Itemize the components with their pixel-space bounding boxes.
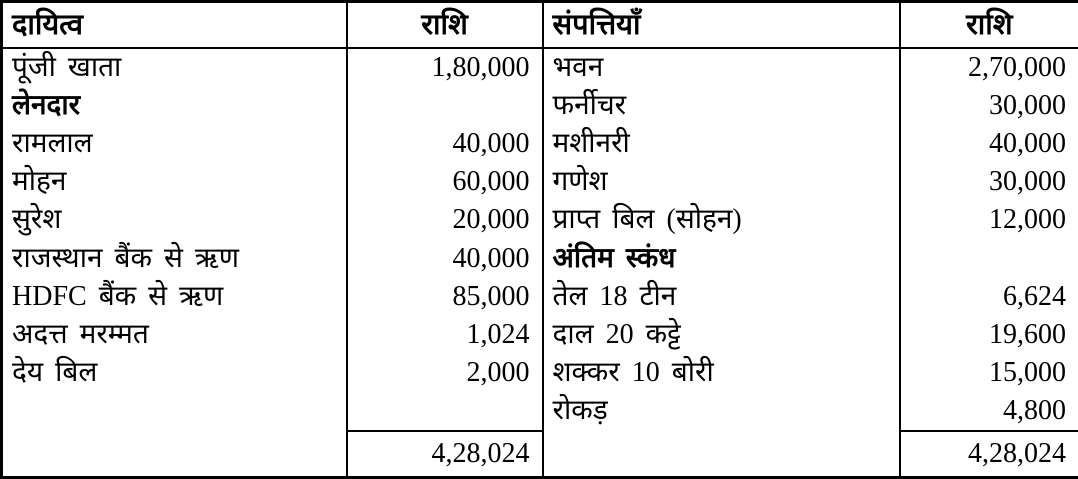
asset-name-cell: भवन xyxy=(543,48,900,87)
header-amount-right: राशि xyxy=(900,2,1078,49)
asset-amount-cell: 15,000 xyxy=(900,354,1078,392)
asset-name-cell: तेल 18 टीन xyxy=(543,278,900,316)
total-asset-label-cell xyxy=(543,431,900,478)
total-liability-amount-cell: 4,28,024 xyxy=(347,431,543,478)
table-row xyxy=(2,201,1078,239)
table-header xyxy=(2,2,1078,49)
asset-amount-cell: 12,000 xyxy=(900,201,1078,239)
table-row xyxy=(2,125,1078,163)
asset-amount-cell: 40,000 xyxy=(900,125,1078,163)
liability-name-cell: देय बिल xyxy=(12,356,98,388)
liability-name-cell: अदत्त मरम्मत xyxy=(12,318,149,350)
liability-amount-cell xyxy=(347,87,543,125)
asset-name-cell: फर्नीचर xyxy=(543,87,900,125)
liability-name-cell: HDFC बैंक से ऋण xyxy=(12,280,224,312)
asset-amount-cell: 30,000 xyxy=(900,87,1078,125)
asset-name-cell: गणेश xyxy=(543,163,900,201)
total-liability-label-cell xyxy=(2,431,347,478)
asset-amount-cell: 6,624 xyxy=(900,278,1078,316)
asset-amount-cell xyxy=(900,239,1078,277)
liability-name-cell: लेनदार xyxy=(12,90,81,122)
asset-amount-cell: 2,70,000 xyxy=(900,48,1078,87)
asset-amount-cell: 30,000 xyxy=(900,163,1078,201)
liability-amount-cell: 2,000 xyxy=(347,354,543,392)
table-footer xyxy=(2,431,1078,478)
table-row xyxy=(2,316,1078,354)
asset-name-cell: अंतिम स्कंध xyxy=(543,239,900,277)
liability-amount-cell: 1,80,000 xyxy=(347,48,543,87)
header-assets: संपत्तियाँ xyxy=(543,2,900,49)
liability-amount-cell: 20,000 xyxy=(347,201,543,239)
liability-name-cell: राजस्थान बैंक से ऋण xyxy=(12,242,240,274)
liability-amount-cell: 1,024 xyxy=(347,316,543,354)
liability-amount-cell: 40,000 xyxy=(347,239,543,277)
asset-name-cell: मशीनरी xyxy=(543,125,900,163)
table-row xyxy=(2,48,1078,87)
asset-name-cell: रोकड़ xyxy=(543,392,900,431)
liability-name-cell: मोहन xyxy=(12,166,67,198)
table-row xyxy=(2,392,1078,431)
table-row xyxy=(2,354,1078,392)
liability-name-cell: रामलाल xyxy=(12,128,93,160)
liability-name-cell: सुरेश xyxy=(12,204,62,236)
liability-amount-cell: 60,000 xyxy=(347,163,543,201)
header-liabilities: दायित्व xyxy=(2,2,347,49)
liability-amount-cell xyxy=(347,392,543,431)
table-row xyxy=(2,278,1078,316)
table-row xyxy=(2,87,1078,125)
asset-amount-cell: 4,800 xyxy=(900,392,1078,431)
liability-amount-cell: 40,000 xyxy=(347,125,543,163)
asset-name-cell: शक्कर 10 बोरी xyxy=(543,354,900,392)
liability-amount-cell: 85,000 xyxy=(347,278,543,316)
liability-name-cell: पूंजी खाता xyxy=(12,52,122,84)
asset-amount-cell: 19,600 xyxy=(900,316,1078,354)
asset-name-cell: प्राप्त बिल (सोहन) xyxy=(543,201,900,239)
header-row xyxy=(2,2,1078,49)
liability-name-cell xyxy=(2,392,347,431)
total-row xyxy=(2,431,1078,478)
table-row xyxy=(2,239,1078,277)
header-amount-left: राशि xyxy=(347,2,543,49)
balance-sheet-body xyxy=(2,48,1078,431)
total-asset-amount-cell: 4,28,024 xyxy=(900,431,1078,478)
asset-name-cell: दाल 20 कट्टे xyxy=(543,316,900,354)
table-row xyxy=(2,163,1078,201)
